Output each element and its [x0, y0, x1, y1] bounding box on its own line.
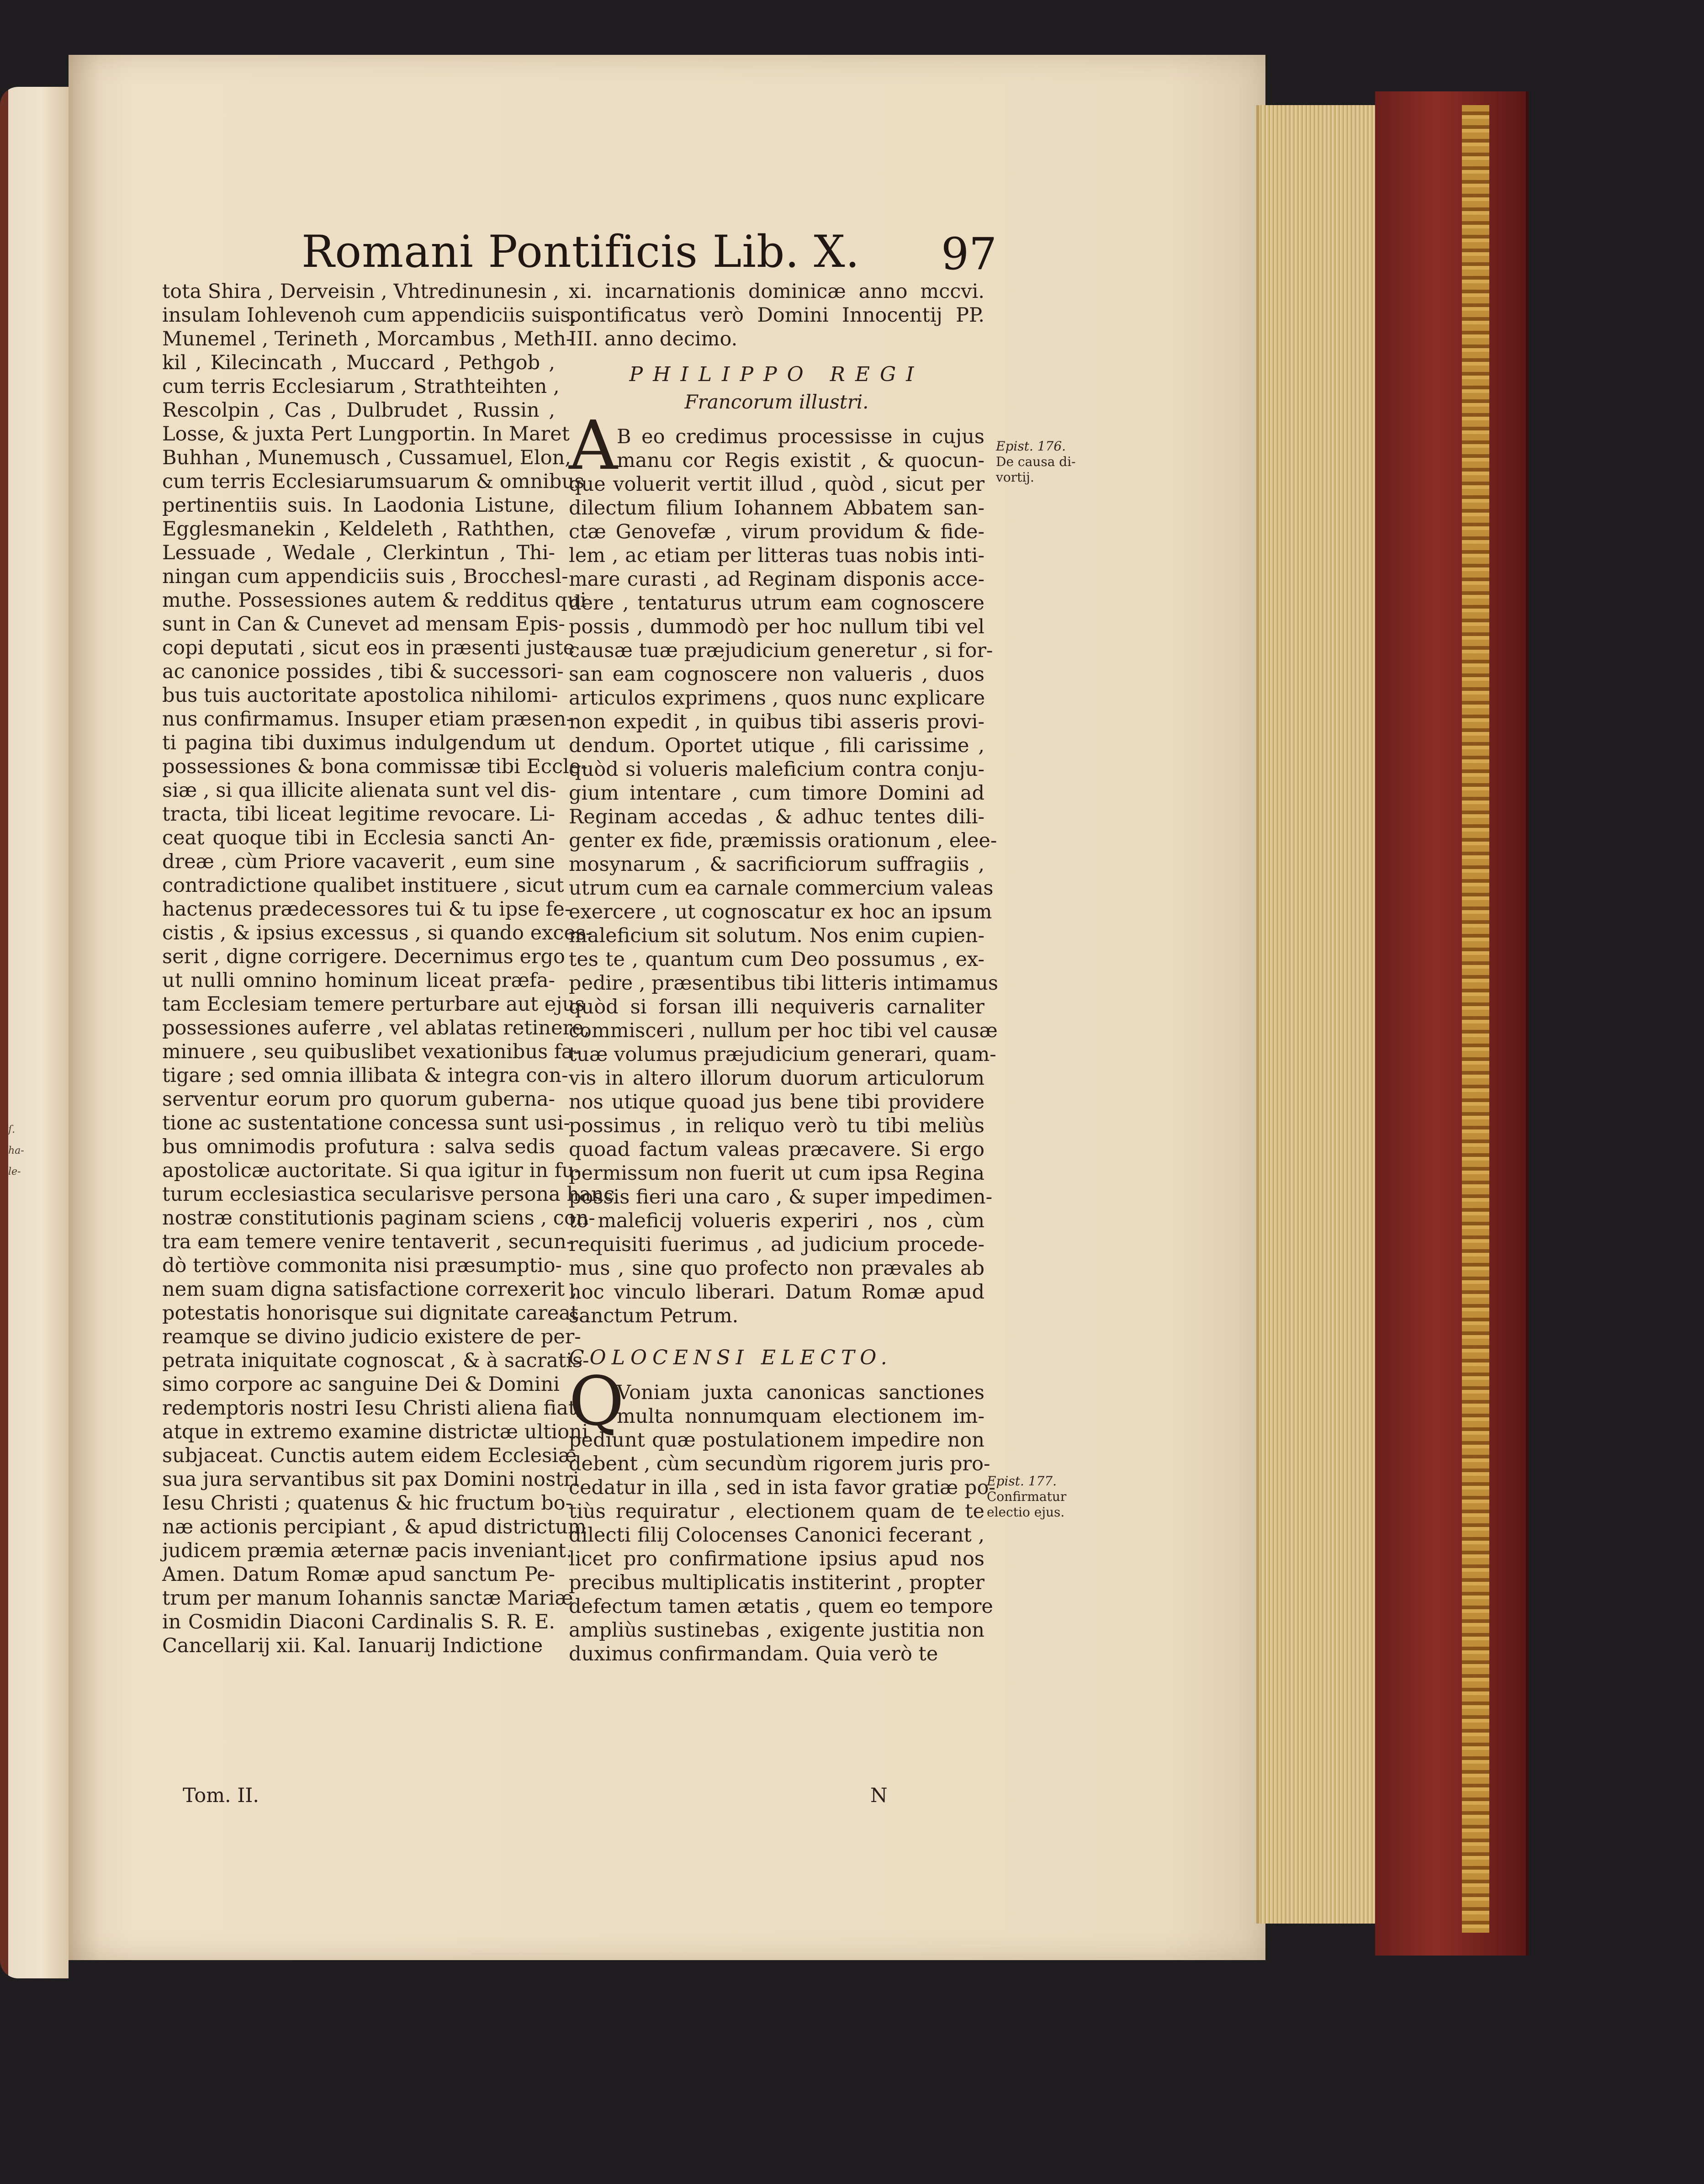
text-line: dendum. Oportet utique , fili carissime , [569, 734, 984, 757]
text-line: non expedit , in quibus tibi asseris provi- [569, 710, 984, 733]
margin-note-line: Epist. 177. [987, 1474, 1057, 1489]
margin-note-line: De causa di- [996, 454, 1076, 469]
text-line: bus tuis auctoritate apostolica nihilomi- [162, 684, 558, 707]
text-line: quòd si volueris maleficium contra conju- [569, 758, 984, 781]
text-line: articulos exprimens , quos nunc explicare [569, 687, 985, 710]
text-line: nem suam digna satisfactione correxerit , [162, 1278, 577, 1301]
text-line: ti pagina tibi duximus indulgendum ut [162, 732, 555, 754]
text-line: B eo credimus processisse in cujus [617, 425, 984, 448]
letter-body-177 [569, 1362, 995, 1666]
text-line: Munemel , Terineth , Morcambus , Meth- [162, 328, 573, 350]
letter-body-176 [569, 406, 998, 1328]
text-line: san eam cognoscere non valueris , duos [569, 663, 984, 686]
text-line: siæ , si qua illicite alienata sunt vel dis- [162, 779, 556, 802]
text-line: tota Shira , Derveisin , Vhtredinunesin , [162, 280, 560, 303]
text-line: dilecti filij Colocenses Canonici fecerant , [569, 1524, 984, 1547]
text-line: possis , dummodò per hoc nullum tibi vel [569, 615, 984, 638]
text-line: Amen. Datum Romæ apud sanctum Pe- [162, 1563, 555, 1586]
text-line: III. anno decimo. [569, 328, 738, 350]
volume-label: Tom. II. [183, 1784, 259, 1807]
facing-page-text [8, 1119, 45, 1182]
text-line: subjaceat. Cunctis autem eidem Ecclesiæ [162, 1444, 577, 1467]
text-line: dere , tentaturus utrum eam cognoscere [569, 592, 984, 615]
text-line: pediunt quæ postulationem impedire non [569, 1429, 984, 1452]
facing-page-edge [0, 87, 69, 1978]
text-line: permissum non fuerit ut cum ipsa Regina [569, 1162, 984, 1185]
text-line: Cancellarij xii. Kal. Ianuarij Indictione [162, 1634, 543, 1657]
book-cover [1375, 91, 1529, 1956]
text-line: contradictione qualibet instituere , sicut [162, 874, 564, 897]
page-edges [1256, 105, 1378, 1924]
text-line: quoad factum valeas præcavere. Si ergo [569, 1138, 984, 1161]
text-line: ctæ Genovefæ , virum providum & fide- [569, 520, 984, 543]
text-line: licet pro confirmatione ipsius apud nos [569, 1548, 984, 1570]
signature-mark: N [870, 1784, 888, 1807]
text-line: maleficium sit solutum. Nos enim cupien- [569, 924, 984, 947]
text-line: serit , digne corrigere. Decernimus ergo [162, 945, 565, 968]
text-line: mosynarum , & sacrificiorum suffragiis , [569, 853, 984, 876]
facing-page-line: le- [8, 1166, 21, 1177]
text-line: mus , sine quo profecto non prævales ab [569, 1257, 984, 1280]
text-line: ampliùs sustinebas , exigente justitia non [569, 1619, 984, 1642]
text-line: cum terris Ecclesiarum , Strathteihten , [162, 375, 560, 398]
text-line: minuere , seu quibuslibet vexationibus fa- [162, 1040, 580, 1063]
text-line: ceat quoque tibi in Ecclesia sancti An- [162, 827, 555, 849]
text-line: quòd si forsan illi nequiveris carnaliter [569, 996, 984, 1018]
text-line: ac canonice possides , tibi & successori- [162, 660, 564, 683]
text-line: apostolicæ auctoritate. Si qua igitur in fu- [162, 1159, 581, 1182]
page-number: 97 [941, 228, 997, 280]
text-line: turum ecclesiastica secularisve persona hanc [162, 1183, 615, 1206]
text-line: ut nulli omnino hominum liceat præfa- [162, 969, 555, 992]
text-line: ningan cum appendiciis suis , Brocchesl- [162, 565, 568, 588]
margin-note-line: vortij. [996, 470, 1034, 485]
text-line: requisiti fuerimus , ad judicium procede- [569, 1233, 984, 1256]
text-line: hoc vinculo liberari. Datum Romæ apud [569, 1281, 984, 1304]
text-line: que voluerit vertit illud , quòd , sicut per [569, 473, 984, 496]
text-line: in Cosmidin Diaconi Cardinalis S. R. E. [162, 1611, 555, 1633]
text-line: precibus multiplicatis institerint , propter [569, 1571, 984, 1594]
margin-note-line: electio ejus. [987, 1505, 1065, 1520]
text-line: Egglesmanekin , Keldeleth , Raththen, [162, 518, 555, 541]
text-line: Rescolpin , Cas , Dulbrudet , Russin , [162, 399, 555, 422]
margin-note-177 [987, 1474, 1066, 1520]
text-line: tuæ volumus præjudicium generari, quam- [569, 1043, 996, 1066]
text-line: possessiones auferre , vel ablatas retinere, [162, 1017, 590, 1039]
text-line: pedire , præsentibus tibi litteris intimamus [569, 972, 998, 995]
text-line: multa nonnumquam electionem im- [617, 1405, 984, 1428]
drop-cap: A [569, 406, 618, 485]
facing-page-line: ſ. [8, 1124, 16, 1135]
text-line: cistis , & ipsius excessus , si quando exces- [162, 922, 593, 944]
text-line: redemptoris nostri Iesu Christi aliena fiat, [162, 1397, 582, 1420]
text-line: tigare ; sed omnia illibata & integra con- [162, 1064, 568, 1087]
text-line: causæ tuæ præjudicium generetur , si for- [569, 639, 993, 662]
text-line: Reginam accedas , & adhuc tentes dili- [569, 806, 984, 828]
text-line: dò tertiòve commonita nisi præsumptio- [162, 1254, 562, 1277]
margin-note-line: Epist. 176. [996, 439, 1066, 454]
text-line: tracta, tibi liceat legitime revocare. Li- [162, 803, 555, 826]
text-line: commisceri , nullum per hoc tibi vel causæ [569, 1019, 998, 1042]
text-line: tiùs requiratur , electionem quam de te [569, 1500, 984, 1523]
text-line: sanctum Petrum. [569, 1304, 739, 1327]
text-line: possessiones & bona commissæ tibi Eccle- [162, 755, 587, 778]
text-line: bus omnimodis profutura : salva sedis [162, 1135, 555, 1158]
text-line: Voniam juxta canonicas sanctiones [617, 1381, 984, 1404]
text-line: tione ac sustentatione concessa sunt usi- [162, 1112, 571, 1134]
text-line: to maleficij volueris experiri , nos , cùm [569, 1209, 984, 1232]
text-line: possimus , in reliquo verò tu tibi meliùs [569, 1114, 984, 1137]
text-line: genter ex fide, præmissis orationum , elee- [569, 829, 997, 852]
drop-cap: Q [569, 1362, 624, 1441]
text-line: xi. incarnationis dominicæ anno mccvi. [569, 280, 984, 303]
text-line: tam Ecclesiam temere perturbare aut ejus [162, 993, 585, 1016]
text-line: næ actionis percipiant , & apud districtum [162, 1516, 587, 1538]
text-line: hactenus prædecessores tui & tu ipse fe- [162, 898, 572, 921]
text-line: debent , cùm secundùm rigorem juris pro- [569, 1452, 990, 1475]
text-line: kil , Kilecincath , Muccard , Pethgob , [162, 351, 555, 374]
margin-note-176 [996, 439, 1076, 485]
text-line: mare curasti , ad Reginam disponis acce- [569, 568, 984, 591]
text-line: vis in altero illorum duorum articulorum [569, 1067, 984, 1090]
left-column [162, 280, 615, 1658]
text-line: cedatur in illa , sed in ista favor gratiæ po- [569, 1476, 995, 1499]
text-line: Losse, & juxta Pert Lungportin. In Maret [162, 423, 570, 445]
text-line: possis fieri una caro , & super impedimen- [569, 1186, 993, 1209]
running-head: Romani Pontificis Lib. X. [302, 226, 860, 277]
letter-heading-176: PHILIPPO REGI [629, 363, 924, 386]
text-line: lem , ac etiam per litteras tuas nobis inti- [569, 544, 984, 567]
text-line: atque in extremo examine districtæ ultioni [162, 1421, 588, 1443]
text-line: insulam Iohlevenoh cum appendiciis suis, [162, 304, 577, 327]
text-line: simo corpore ac sanguine Dei & Domini [162, 1373, 560, 1396]
text-line: copi deputati , sicut eos in præsenti juste [162, 636, 575, 659]
text-line: muthe. Possessiones autem & redditus qui [162, 589, 587, 612]
letter-heading-177: COLOCENSI ELECTO. [569, 1346, 893, 1369]
text-line: utrum cum ea carnale commercium valeas [569, 877, 994, 900]
text-line: Buhhan , Munemusch , Cussamuel, Elon, [162, 446, 571, 469]
text-line: nus confirmamus. Insuper etiam præsen- [162, 708, 573, 731]
text-line: serventur eorum pro quorum guberna- [162, 1088, 555, 1111]
text-line: dreæ , cùm Priore vacaverit , eum sine [162, 850, 555, 873]
right-column [569, 280, 998, 1666]
text-line: pertinentiis suis. In Laodonia Listune, [162, 494, 555, 517]
facing-page-line: ha- [8, 1145, 24, 1156]
gilt-ornament [1462, 105, 1489, 1933]
text-line: tra eam temere venire tentaverit , secun- [162, 1230, 573, 1253]
text-line: reamque se divino judicio existere de per- [162, 1325, 581, 1348]
text-line: tes te , quantum cum Deo possumus , ex- [569, 948, 984, 971]
text-line: nostræ constitutionis paginam sciens , con- [162, 1207, 595, 1230]
text-line: cum terris Ecclesiarumsuarum & omnibus [162, 470, 585, 493]
text-line: gium intentare , cum timore Domini ad [569, 782, 984, 805]
margin-note-line: Confirmatur [987, 1489, 1067, 1504]
text-line: exercere , ut cognoscatur ex hoc an ipsum [569, 901, 992, 923]
text-line: sunt in Can & Cunevet ad mensam Epis- [162, 613, 565, 636]
letter-subheading-176: Francorum illustri. [684, 391, 869, 413]
text-line: judicem præmia æternæ pacis inveniant. [162, 1539, 572, 1562]
text-line: sua jura servantibus sit pax Domini nostri [162, 1468, 579, 1491]
text-line: trum per manum Iohannis sanctæ Mariæ [162, 1587, 573, 1610]
text-line: dilectum filium Iohannem Abbatem san- [569, 497, 984, 519]
text-line: potestatis honorisque sui dignitate careat , [162, 1302, 591, 1325]
text-line: pontificatus verò Domini Innocentij PP. [569, 304, 984, 327]
text-line: Iesu Christi ; quatenus & hic fructum bo- [162, 1492, 572, 1515]
text-line: duximus confirmandam. Quia verò te [569, 1643, 938, 1665]
text-line: Lessuade , Wedale , Clerkintun , Thi- [162, 541, 555, 564]
text-line: petrata iniquitate cognoscat , & à sacratis- [162, 1349, 589, 1372]
text-line: manu cor Regis existit , & quocun- [617, 449, 984, 472]
text-line: nos utique quoad jus bene tibi providere [569, 1091, 984, 1113]
text-line: defectum tamen ætatis , quem eo tempore [569, 1595, 993, 1618]
